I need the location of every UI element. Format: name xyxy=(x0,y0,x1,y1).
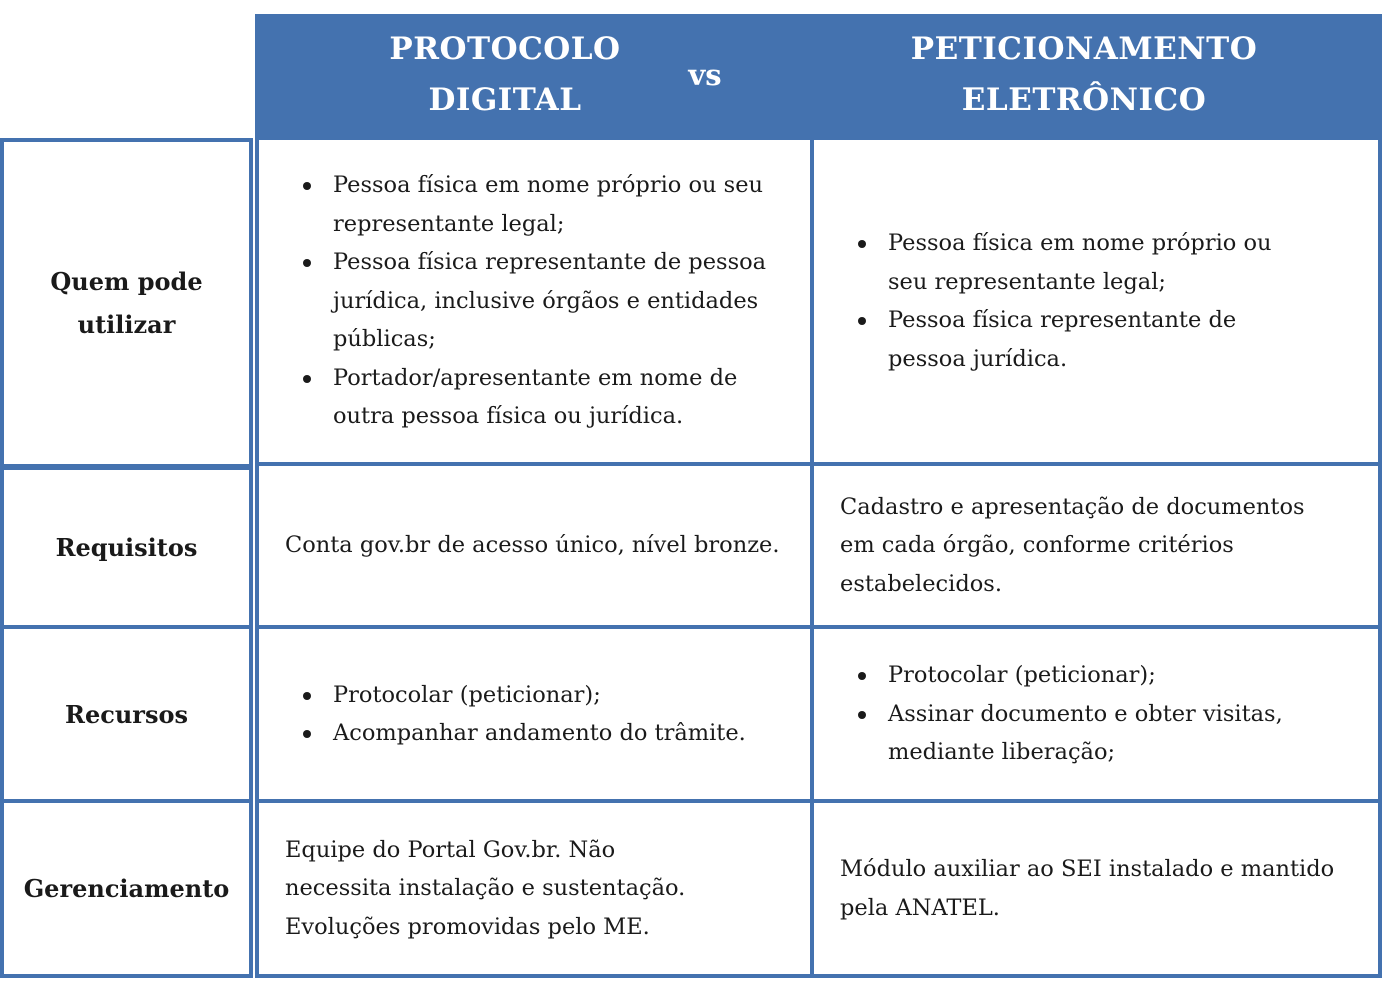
cell-requisitos-protocolo xyxy=(255,462,814,629)
row-label-requisitos: Requisitos xyxy=(0,466,253,629)
cell-recursos-protocolo xyxy=(255,625,814,803)
cell-gerenciamento-protocolo xyxy=(255,799,814,978)
cell-text: Módulo auxiliar ao SEI instalado e mantido pela ANATEL. xyxy=(840,856,1335,921)
header-protocolo-digital: PROTOCOLO DIGITAL xyxy=(389,31,621,118)
bullet-list xyxy=(285,676,793,753)
list-item: Protocolar (peticionar); xyxy=(888,656,1308,695)
cell-requisitos-peticionamento xyxy=(810,462,1382,629)
cell-gerenciamento-peticionamento xyxy=(810,799,1382,978)
cell-text: Conta gov.br de acesso único, nível bronze. xyxy=(285,532,780,559)
comparison-header xyxy=(255,14,1382,136)
cell-quem-pode-utilizar-protocolo xyxy=(255,136,814,466)
list-item: Protocolar (peticionar); xyxy=(333,676,793,715)
header-vs: vs xyxy=(688,58,722,92)
list-item: Pessoa física em nome próprio ou seu representante legal; xyxy=(888,224,1318,301)
cell-quem-pode-utilizar-peticionamento xyxy=(810,136,1382,466)
row-label-quem-pode-utilizar: Quem pode utilizar xyxy=(0,138,253,468)
list-item: Portador/apresentante em nome de outra pessoa física ou jurídica. xyxy=(333,359,793,436)
cell-recursos-peticionamento xyxy=(810,625,1382,803)
list-item: Pessoa física representante de pessoa jurídica, inclusive órgãos e entidades públicas; xyxy=(333,243,793,359)
cell-text: Equipe do Portal Gov.br. Não necessita instalação e sustentação. Evoluções promovidas pelo ME. xyxy=(285,836,686,940)
list-item: Assinar documento e obter visitas, mediante liberação; xyxy=(888,695,1308,772)
header-peticionamento-eletronico: PETICIONAMENTO ELETRÔNICO xyxy=(910,31,1258,118)
cell-text: Cadastro e apresentação de documentos em cada órgão, conforme critérios estabelecidos. xyxy=(840,493,1305,597)
bullet-list xyxy=(840,224,1318,378)
bullet-list xyxy=(840,656,1308,772)
bullet-list xyxy=(285,166,793,436)
list-item: Pessoa física em nome próprio ou seu representante legal; xyxy=(333,166,793,243)
list-item: Acompanhar andamento do trâmite. xyxy=(333,714,793,753)
row-label-recursos: Recursos xyxy=(0,625,253,803)
list-item: Pessoa física representante de pessoa jurídica. xyxy=(888,301,1318,378)
row-label-gerenciamento: Gerenciamento xyxy=(0,799,253,978)
